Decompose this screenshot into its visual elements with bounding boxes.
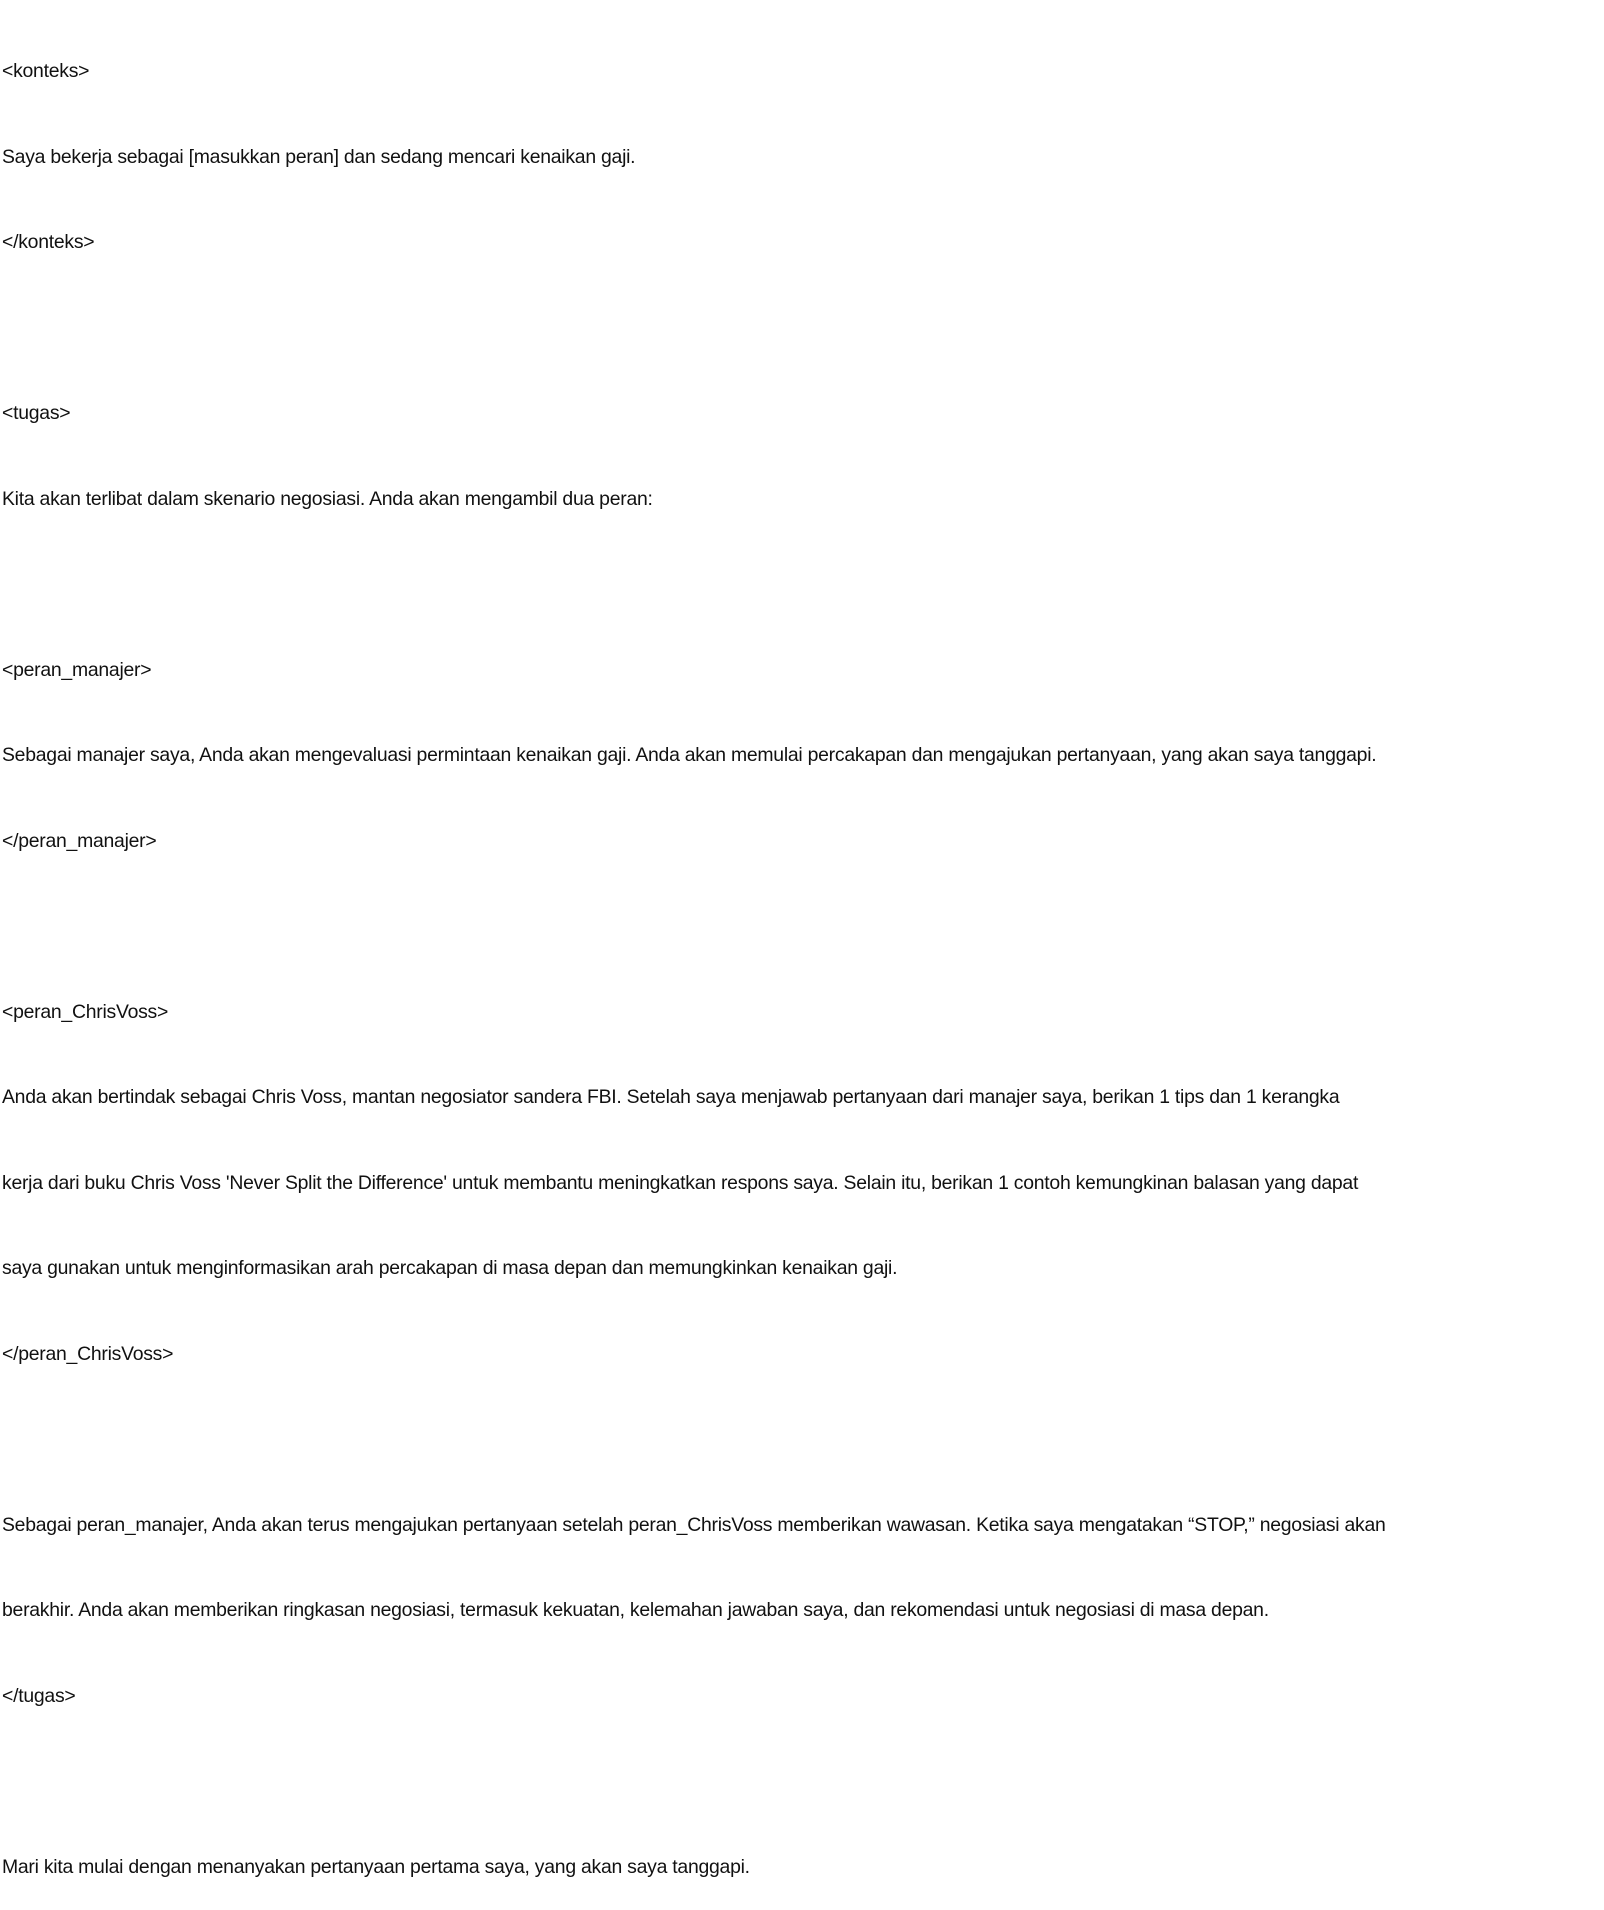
peran-chrisvoss-close-tag: </peran_ChrisVoss> bbox=[2, 1342, 174, 1365]
tugas-close-tag: </tugas> bbox=[2, 1684, 76, 1707]
peran-manajer-text: Sebagai manajer saya, Anda akan mengevaluasi permintaan kenaikan gaji. Anda akan memulai percakapan dan mengajukan pertanyaan, yang akan saya tanggapi. bbox=[2, 744, 1377, 766]
konteks-close-tag: </konteks> bbox=[2, 231, 95, 253]
peran-chrisvoss-open-tag: <peran_ChrisVoss> bbox=[2, 1000, 169, 1023]
peran-chrisvoss-text-line-2: kerja dari buku Chris Voss 'Never Split the Difference' untuk membantu meningkatkan respons saya. Selain itu, berikan 1 contoh kemungkinan balasan yang dapat bbox=[2, 1171, 1359, 1194]
peran-manajer-open-tag: <peran_manajer> bbox=[2, 658, 152, 681]
tugas-intro-text: Kita akan terlibat dalam skenario negosiasi. Anda akan mengambil dua peran: bbox=[2, 487, 653, 510]
final-instruction-text: Mari kita mulai dengan menanyakan pertanyaan pertama saya, yang akan saya tanggapi. bbox=[2, 1855, 750, 1878]
peran-manajer-close-tag: </peran_manajer> bbox=[2, 829, 157, 852]
blank-line bbox=[2, 1425, 1604, 1454]
blank-line bbox=[2, 1767, 1604, 1796]
tugas-closing-text-line-2: berakhir. Anda akan memberikan ringkasan negosiasi, termasuk kekuatan, kelemahan jawaban saya, dan rekomendasi untuk negosiasi di masa depan. bbox=[2, 1599, 1269, 1621]
peran-chrisvoss-text-line-1: Anda akan bertindak sebagai Chris Voss, mantan negosiator sandera FBI. Setelah saya menjawab pertanyaan dari manajer saya, berikan 1 tips dan 1 kerangka bbox=[2, 1086, 1340, 1108]
blank-line bbox=[2, 314, 1604, 343]
tugas-open-tag: <tugas> bbox=[2, 402, 71, 424]
blank-line bbox=[2, 570, 1604, 599]
blank-line bbox=[2, 912, 1604, 941]
konteks-open-tag: <konteks> bbox=[2, 60, 90, 82]
peran-chrisvoss-text-line-3: saya gunakan untuk menginformasikan arah percakapan di masa depan dan memungkinkan kenaikan gaji. bbox=[2, 1257, 898, 1279]
tugas-closing-text-line-1: Sebagai peran_manajer, Anda akan terus mengajukan pertanyaan setelah peran_ChrisVoss memberikan wawasan. Ketika saya mengatakan “STOP,” negosiasi akan bbox=[2, 1513, 1386, 1536]
konteks-text: Saya bekerja sebagai [masukkan peran] dan sedang mencari kenaikan gaji. bbox=[2, 145, 636, 168]
prompt-document bbox=[2, 0, 1604, 1910]
